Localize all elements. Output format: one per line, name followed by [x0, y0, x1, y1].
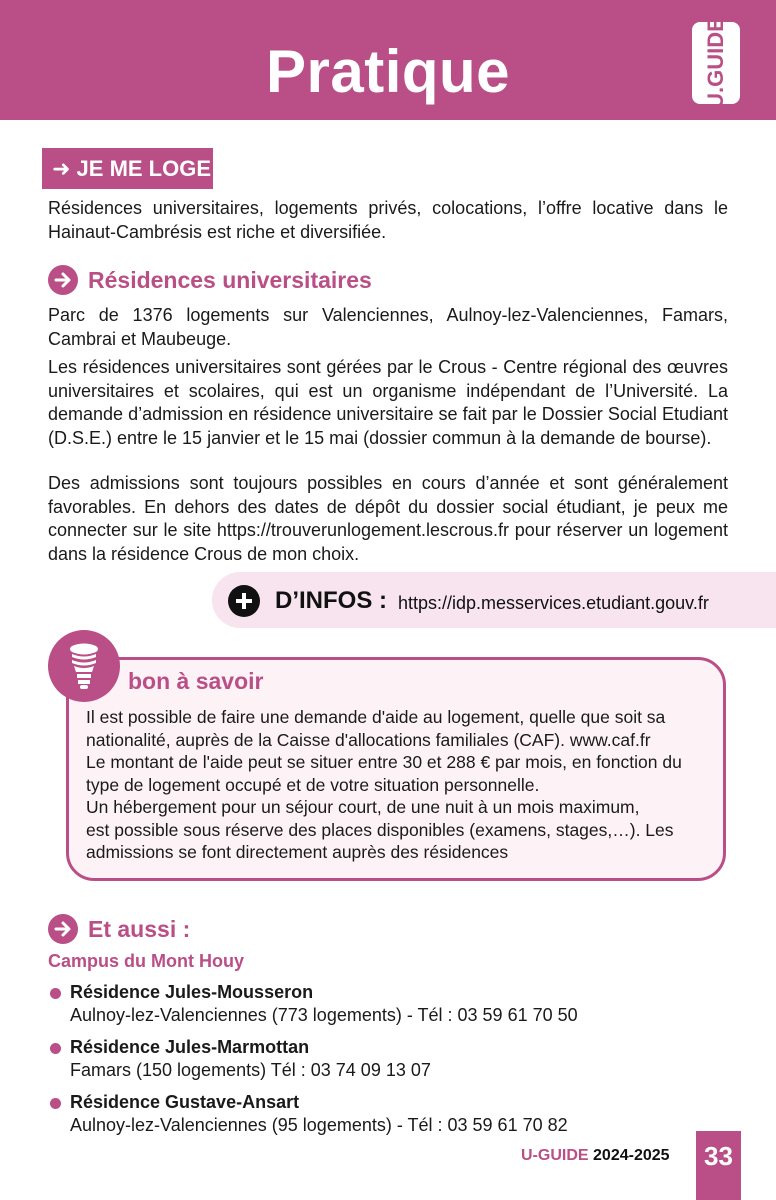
- infos-label: D’INFOS :: [275, 587, 387, 614]
- bon-a-savoir-line: Il est possible de faire une demande d'aide au logement, quelle que soit sa: [86, 707, 666, 727]
- residences-paragraph-2: Les résidences universitaires sont gérées par le Crous - Centre régional des œuvres universitaires et scolaires, qui est un organisme indépendant de l’Université. La demande d’admission en résidence universitaire se fait par le Dossier Social Etudiant (D.S.E.) entre le 15 janvier et le 15 mai (dossier commun à la demande de bourse).: [48, 357, 728, 448]
- residence-list: [48, 981, 748, 1146]
- page-header: [0, 0, 776, 120]
- subhead-residences-label: Résidences universitaires: [88, 266, 372, 293]
- page-number: 33: [696, 1131, 741, 1200]
- residences-paragraph-3: Des admissions sont toujours possibles en cours d’année et sont généralement favorables. En dehors des dates de dépôt du dossier social étudiant, je peux me connecter sur le site https://trouverunlogement.lescrous.fr pour réserver un logement dans la résidence Crous de mon choix.: [48, 473, 728, 564]
- list-item: [48, 981, 748, 1027]
- list-item: [48, 1091, 748, 1137]
- bullet-icon: [50, 1098, 61, 1109]
- residence-detail: Famars (150 logements) Tél : 03 74 09 13 07: [70, 1060, 431, 1080]
- arrow-right-icon: [48, 914, 78, 944]
- uguide-tab: [692, 17, 740, 109]
- plus-icon: [228, 585, 260, 617]
- subhead-et-aussi-label: Et aussi :: [88, 915, 191, 942]
- residences-paragraph-1: Parc de 1376 logements sur Valenciennes, Aulnoy-lez-Valenciennes, Famars, Cambrai et Maubeuge.: [48, 305, 728, 349]
- bon-a-savoir-line: nationalité, auprès de la Caisse d'allocations familiales (CAF). www.caf.fr: [86, 729, 651, 750]
- infos-link[interactable]: https://idp.messervices.etudiant.gouv.fr: [398, 593, 709, 613]
- residence-name: Résidence Jules-Marmottan: [70, 1037, 310, 1057]
- uguide-tab-label: U.GUIDE: [703, 17, 728, 109]
- bon-a-savoir-line: Un hébergement pour un séjour court, de une nuit à un mois maximum,: [86, 797, 640, 817]
- section-badge-je-me-loge: ➜ JE ME LOGE: [42, 148, 213, 189]
- bon-a-savoir-line: est possible sous réserve des places disponibles (examens, stages,…). Les: [86, 819, 674, 840]
- list-item: [48, 1036, 748, 1082]
- arrow-right-icon: [48, 265, 78, 295]
- bon-a-savoir-line: admissions se font directement auprès des résidences: [86, 842, 509, 862]
- footer-label: [521, 1147, 670, 1165]
- campus-title: Campus du Mont Houy: [48, 951, 244, 971]
- residence-name: Résidence Jules-Mousseron: [70, 982, 314, 1002]
- bon-a-savoir-line: Le montant de l'aide peut se situer entre 30 et 288 € par mois, en fonction du: [86, 752, 682, 772]
- bon-a-savoir-line: type de logement occupé et de votre situation personnelle.: [86, 774, 540, 795]
- residence-detail: Aulnoy-lez-Valenciennes (95 logements) - Tél : 03 59 61 70 82: [70, 1115, 568, 1135]
- footer-year: 2024-2025: [593, 1147, 670, 1164]
- bon-a-savoir-text: [86, 706, 718, 864]
- residence-detail: Aulnoy-lez-Valenciennes (773 logements) - Tél : 03 59 61 70 50: [70, 1005, 578, 1025]
- residence-name: Résidence Gustave-Ansart: [70, 1092, 300, 1112]
- bullet-icon: [50, 988, 61, 999]
- page-title: Pratique: [265, 38, 511, 105]
- subhead-et-aussi: [48, 912, 190, 946]
- footer-brand: U-GUIDE: [521, 1147, 589, 1164]
- lightbulb-icon: [48, 630, 120, 702]
- bon-a-savoir-title: bon à savoir: [128, 668, 264, 694]
- bullet-icon: [50, 1043, 61, 1054]
- subhead-residences: [48, 263, 372, 297]
- intro-paragraph: Résidences universitaires, logements privés, colocations, l’offre locative dans le Hainaut-Cambrésis est riche et diversifiée.: [48, 198, 728, 242]
